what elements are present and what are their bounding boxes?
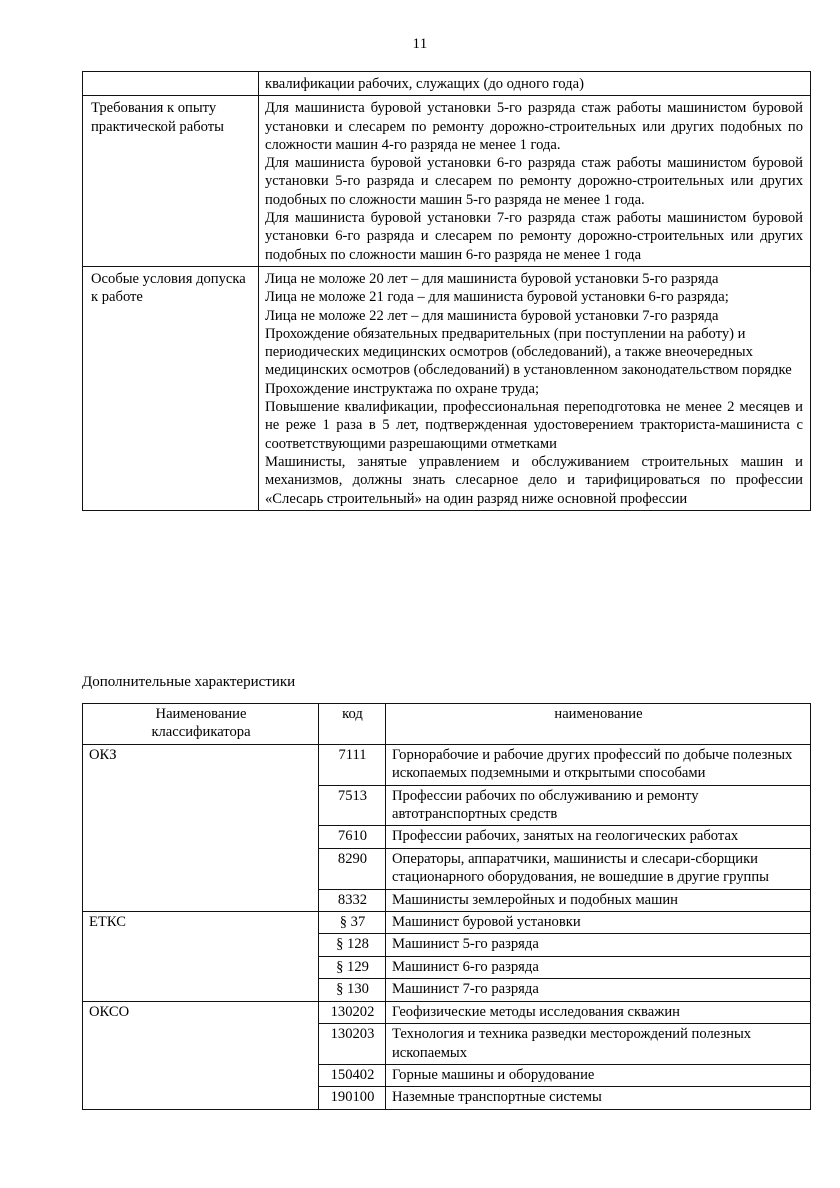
classifier-code: 8290 xyxy=(319,848,386,889)
paragraph: Лица не моложе 20 лет – для машиниста буровой установки 5-го разряда xyxy=(265,270,719,287)
classifier-code: 130202 xyxy=(319,1001,386,1023)
classifier-code: 8332 xyxy=(319,889,386,911)
paragraph: Повышение квалификации, профессиональная переподготовка не менее 2 месяцев и не реже 1 раза в 5 лет, подтвержденная удостоверением тракториста-машиниста с соответствующими разрешающими отметками xyxy=(265,399,803,452)
row-body-special-conditions xyxy=(259,266,811,510)
classifier-description: Машинист 6-го разряда xyxy=(386,956,811,978)
classifier-description: Машинисты землеройных и подобных машин xyxy=(386,889,811,911)
table-row xyxy=(83,266,811,510)
row-body-continuation xyxy=(259,72,811,96)
classifier-description: Профессии рабочих по обслуживанию и ремонту автотранспортных средств xyxy=(386,785,811,826)
classifier-description: Технология и техника разведки месторождений полезных ископаемых xyxy=(386,1024,811,1065)
table-row xyxy=(83,744,811,785)
classifier-group-name-okso: ОКСО xyxy=(83,1001,319,1109)
paragraph: Лица не моложе 21 года – для машиниста буровой установки 6-го разряда; xyxy=(265,289,729,306)
paragraph: Для машиниста буровой установки 7-го разряда стаж работы машинистом буровой установки 6-го разряда и слесарем по ремонту дорожно-строительных или других подобных по сложности машин 6-го разряда не менее 1 года xyxy=(265,210,803,263)
classifier-table xyxy=(82,703,811,1110)
table-row xyxy=(83,72,811,96)
classifier-description: Машинист 7-го разряда xyxy=(386,979,811,1001)
classifier-code: 7610 xyxy=(319,826,386,848)
table-header-row xyxy=(83,704,811,745)
row-label-special-conditions: Особые условия допуска к работе xyxy=(83,266,259,510)
row-label-experience: Требования к опыту практической работы xyxy=(83,96,259,267)
classifier-code: § 129 xyxy=(319,956,386,978)
table-row xyxy=(83,96,811,267)
header-description: наименование xyxy=(386,704,811,745)
classifier-code: 7513 xyxy=(319,785,386,826)
header-classifier-name xyxy=(83,704,319,745)
classifier-description: Наземные транспортные системы xyxy=(386,1087,811,1109)
header-classifier-name-line2: классификатора xyxy=(151,724,251,741)
classifier-code: § 37 xyxy=(319,912,386,934)
header-code: код xyxy=(319,704,386,745)
classifier-code: 190100 xyxy=(319,1087,386,1109)
row-label-continuation xyxy=(83,72,259,96)
paragraph: Машинисты, занятые управлением и обслуживанием строительных машин и механизмов, должны знать слесарное дело и тарифицироваться по профессии «Слесарь строительный» на один разряд ниже основной профессии xyxy=(265,453,803,507)
row-body-experience xyxy=(259,96,811,267)
classifier-description: Геофизические методы исследования скважин xyxy=(386,1001,811,1023)
requirements-table xyxy=(82,71,811,511)
paragraph: Лица не моложе 22 лет – для машиниста буровой установки 7-го разряда xyxy=(265,307,719,324)
section-subheading: Дополнительные характеристики xyxy=(82,674,296,690)
classifier-code: § 128 xyxy=(319,934,386,956)
classifier-description: Профессии рабочих, занятых на геологических работах xyxy=(386,826,811,848)
classifier-description: Горные машины и оборудование xyxy=(386,1064,811,1086)
classifier-description: Горнорабочие и рабочие других профессий по добыче полезных ископаемых подземными и открытыми способами xyxy=(386,744,811,785)
classifier-code: 150402 xyxy=(319,1064,386,1086)
classifier-description: Машинист 5-го разряда xyxy=(386,934,811,956)
classifier-group-name-etks: ЕТКС xyxy=(83,912,319,1002)
paragraph: Прохождение обязательных предварительных (при поступлении на работу) и периодических медицинских осмотров (обследований), а также внеочередных медицинских осмотров (обследований) в установленном законодательством порядке xyxy=(265,325,792,379)
paragraph: Прохождение инструктажа по охране труда; xyxy=(265,380,540,397)
classifier-description: Машинист буровой установки xyxy=(386,912,811,934)
classifier-code: § 130 xyxy=(319,979,386,1001)
table-row xyxy=(83,912,811,934)
header-classifier-name-line1: Наименование xyxy=(155,706,247,722)
paragraph: Для машиниста буровой установки 5-го разряда стаж работы машинистом буровой установки и слесарем по ремонту дорожно-строительных или других подобных по сложности машин 4-го разряда не менее 1 года. xyxy=(265,100,803,153)
table-row xyxy=(83,1001,811,1023)
paragraph: квалификации рабочих, служащих (до одного года) xyxy=(265,76,584,92)
classifier-group-name-okz: ОКЗ xyxy=(83,744,319,911)
classifier-description: Операторы, аппаратчики, машинисты и слесари-сборщики стационарного оборудования, не вошедшие в другие группы xyxy=(386,848,811,889)
classifier-code: 7111 xyxy=(319,744,386,785)
page-number: 11 xyxy=(412,36,428,52)
classifier-code: 130203 xyxy=(319,1024,386,1065)
paragraph: Для машиниста буровой установки 6-го разряда стаж работы машинистом буровой установки 5-го разряда и слесарем по ремонту дорожно-строительных или других подобных по сложности машин 5-го разряда не менее 1 года. xyxy=(265,155,803,208)
